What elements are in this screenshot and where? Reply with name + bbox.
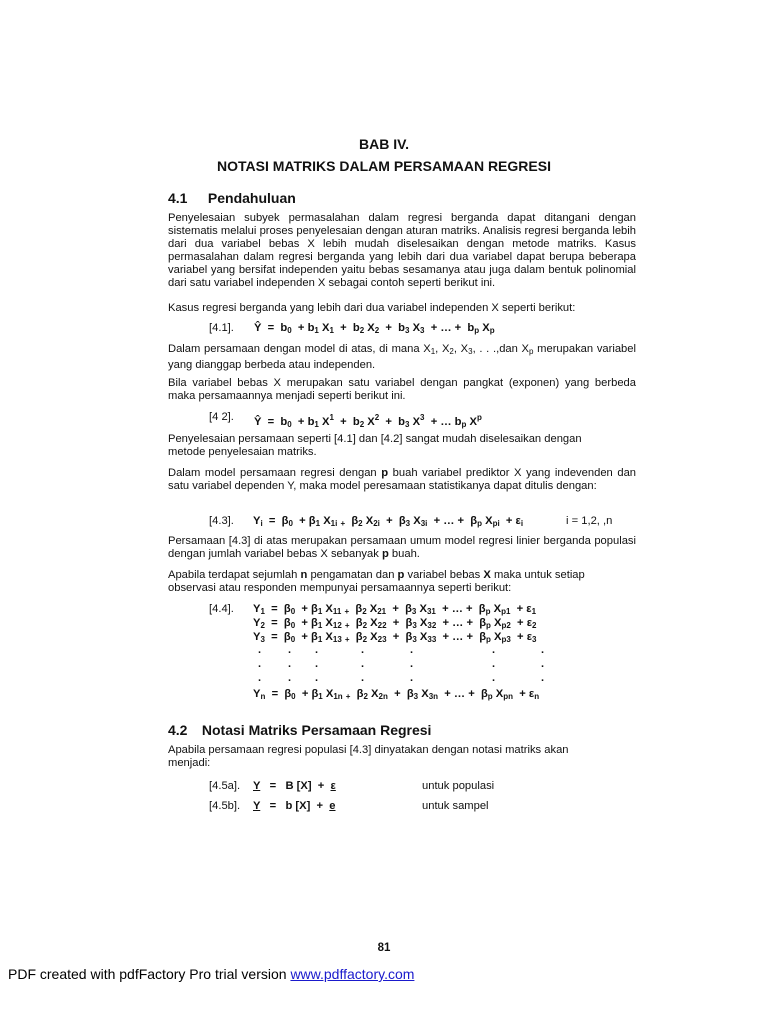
equation-label-4-3: [4.3]. [209,515,234,527]
section-number: 4.2 [168,722,188,738]
paragraph-general-text-a: Persamaan [4.3] di atas merupakan persamaan umum model regresi linier berganda populasi dengan jumlah variabel bebas X sebanyak [168,535,636,560]
paragraph-observations-text-d: maka untuk setiap observasi atau responden mempunyai persamaannya seperti berikut: [168,569,585,594]
equation-4-1: Ŷ = $b_0 + b_1$ $X_1 + b_2$ $X_2 + b_3$ $X_3$ + … + $b_p$ $X_p$ [254,322,495,335]
paragraph-model: Dalam persamaan dengan model di atas, di mana $X_1$, $X_2$, $X_3$, . . .,dan $X_p$ merupakan variabel yang dianggap berbeda atau independen. [168,343,636,371]
footer-text: PDF created with pdfFactory Pro trial version [8,966,291,982]
paragraph-general-text-b: buah. [391,547,420,560]
equation-4-3: $Y_i = \beta_0 + \beta_1$ $X_{1i}$ $_+$ $\beta_2$ $X_{2i} + \beta_3$ $X_{3i}$ + … + $\beta_p$ $X_{pi} + \varepsilon_i$ [253,515,524,528]
equation-4-5b: Y = b [X] + e [253,800,336,812]
footer-link[interactable]: www.pdffactory.com [290,966,415,982]
section-number: 4.1 [168,190,188,206]
paragraph-observations-text-b: pengamatan dan [310,569,395,581]
equation-4-5a: Y = B [X] + ε [253,780,336,792]
paragraph-exponent: Bila variabel bebas X merupakan satu variabel dengan pangkat (exponen) yang berbeda maka persamaannya menjadi seperti berikut ini. [168,377,636,402]
paragraph-case: Kasus regresi berganda yang lebih dari dua variabel independen X seperti berikut: [168,302,576,314]
document-page: BAB IV. NOTASI MATRIKS DALAM PERSAMAAN REGRESI 4.1 Pendahuluan Penyelesaian subyek permasalahan dalam regresi berganda dapat ditangani dengan sistematis melalui proses penyelesaian dengan aturan matriks. Analisis regresi berganda lebih dari dua variabel bebas X lebih mudah diselesaikan dengan metode matriks. Kasus permasalahan dalam regresi berganda yang lebih dari dua variabel dapat berupa beberapa variabel yang bersifat independen yaitu bebas sesamanya atau juga dalam bentuk polinomial dari satu variabel independen X sebagai contoh seperti berikut ini. Kasus regresi berganda yang lebih dari dua variabel independen X seperti berikut: [4.1]. Ŷ = $b_0 + b_1$ $X_1 + b_2$ $X_2 + b_3$ $X_3$ + … + $b_p$ $X_p$ Dalam persamaan dengan model di atas, di mana $X_1$, $X_2$, $X_3$, . . .,dan $X_p$ merupakan variabel yang dianggap berbeda atau independen. Bila variabel bebas X merupakan satu variabel dengan pangkat (exponen) yang berbeda maka persamaannya menjadi seperti berikut ini. [4 2]. Ŷ = $b_0 + b_1$ $X^1 + b_2$ $X^2 + b_3$ $X^3$ + … $b_p$ $X^p$ Penyelesaian persamaan seperti [4.1] dan [4.2] sangat mudah diselesaikan dengan metode penyelesaian matriks. Dalam model persamaan regresi dengan p buah variabel prediktor X yang indevenden dan satu variabel dependen Y, maka model peresamaan statistikanya dapat ditulis dengan: [4.3]. $Y_i = \beta_0 + \beta_1$ $X_{1i}$ $_+$ $\beta_2$ $X_{2i} + \beta_3$ $X_{3i}$ + … + $\beta_p$ $X_{pi} + \varepsilon_i$ i = 1,2, ,n Persamaan [4.3] di atas merupakan persamaan umum model regresi linier berganda populasi dengan jumlah variabel bebas X sebanyak p buah. Apabila terdapat sejumlah n pengamatan dan p variabel bebas X maka untuk setiap observasi atau responden mempunyai persamaannya seperti berikut: [4.4]. $Y_1 = \beta_0 + \beta_1$ $X_{11}$ $_+$ $\beta_2$ $X_{21} + \beta_3$ $X_{31}$ + … + $\beta_p$ $X_{p1} + \varepsilon_1$ $Y_2 = \beta_0 + \beta_1$ $X_{12}$ $_+$ $\beta_2$ $X_{22} + \beta_3$ $X_{32}$ + … + $\beta_p$ $X_{p2} + \varepsilon_2$ $Y_3 = \beta_0 + \beta_1$ $X_{13}$ $_+$ $\beta_2$ $X_{23} + \beta_3$ $X_{33}$ + … + $\beta_p$ $X_{p3} + \varepsilon_3$ . . . . . . . . . . . . . . . . . . . . . $Y_n = \beta_0 + \beta_1$ $X_{1n}$ $_+$ $\beta_2$ $X_{2n} + \beta_3$ $X_{3n}$ + … + $\beta_p$ $X_{pn} + \varepsilon_n$ 4.2 Notasi Matriks Persamaan Regresi Apabila persamaan regresi populasi [4.3] dinyatakan dengan notasi matriks akan menjadi: [4.5a]. Y = B [X] + ε untuk populasi [4.5b]. Y = b [X] + e untuk sampel 81 PDF created with pdfFactory Pro trial version www.pdffactory.com [0,0,768,1024]
chapter-label: BAB IV. [358,136,410,152]
equation-label-4-1: [4.1]. [209,322,234,334]
chapter-title: NOTASI MATRIKS DALAM PERSAMAAN REGRESI [217,158,551,174]
paragraph-observations-text-a: Apabila terdapat sejumlah [168,569,298,581]
paragraph-general: Persamaan [4.3] di atas merupakan persamaan umum model regresi linier berganda populasi dengan jumlah variabel bebas X sebanyak p buah. [168,535,636,560]
section-title: Pendahuluan [207,190,296,206]
equation-label-4-2: [4 2]. [209,411,234,423]
equation-4-4-row-n: $Y_n = \beta_0 + \beta_1$ $X_{1n}$ $_+$ $\beta_2$ $X_{2n} + \beta_3$ $X_{3n}$ + … + $\beta_p$ $X_{pn} + \varepsilon_n$ [253,688,540,701]
paragraph-matrix-notation: Apabila persamaan regresi populasi [4.3] dinyatakan dengan notasi matriks akan menjadi: [168,744,569,769]
paragraph-predictor-text-b: buah variabel prediktor X yang indevenden dan satu variabel dependen Y, maka model peresamaan statistikanya dapat ditulis dengan: [168,467,637,492]
paragraph-intro: Penyelesaian subyek permasalahan dalam regresi berganda dapat ditangani dengan sistematis melalui proses penyelesaian dengan aturan matriks. Analisis regresi berganda lebih dari dua variabel bebas X lebih mudah diselesaikan dengan metode matriks. Kasus permasalahan dalam regresi berganda yang lebih dari dua variabel dapat berupa beberapa variabel yang bersifat independen yaitu bebas sesamanya atau juga dalam bentuk polinomial dari satu variabel independen X sebagai contoh seperti berikut ini. [168,212,636,289]
equation-4-3-range: i = 1,2, ,n [566,515,613,527]
paragraph-observations: Apabila terdapat sejumlah n pengamatan dan p variabel bebas X maka untuk setiap observasi atau responden mempunyai persamaannya seperti berikut: [168,569,585,594]
section-heading-4-2 [168,722,431,738]
paragraph-predictor-text-a: Dalam model persamaan regresi dengan [168,467,377,479]
section-heading-4-1 [168,190,296,206]
equation-label-4-5b: [4.5b]. [209,800,241,812]
equation-4-4-row-2: $Y_2 = \beta_0 + \beta_1$ $X_{12}$ $_+$ $\beta_2$ $X_{22} + \beta_3$ $X_{32}$ + … + $\beta_p$ $X_{p2} + \varepsilon_2$ [253,617,537,630]
pdf-footer [8,966,414,982]
equation-label-4-4: [4.4]. [209,603,234,615]
paragraph-observations-text-c: variabel bebas [407,569,481,581]
paragraph-predictor: Dalam model persamaan regresi dengan p buah variabel prediktor X yang indevenden dan satu variabel dependen Y, maka model peresamaan statistikanya dapat ditulis dengan: [168,467,637,492]
section-title: Notasi Matriks Persamaan Regresi [201,722,432,738]
equation-4-5a-note: untuk populasi [422,780,495,792]
equation-4-4-row-1: $Y_1 = \beta_0 + \beta_1$ $X_{11}$ $_+$ $\beta_2$ $X_{21} + \beta_3$ $X_{31}$ + … + $\beta_p$ $X_{p1} + \varepsilon_1$ [253,603,537,616]
paragraph-solution: Penyelesaian persamaan seperti [4.1] dan [4.2] sangat mudah diselesaikan dengan metode penyelesaian matriks. [168,433,582,458]
page-number: 81 [377,942,391,954]
equation-4-4-row-3: $Y_3 = \beta_0 + \beta_1$ $X_{13}$ $_+$ $\beta_2$ $X_{23} + \beta_3$ $X_{33}$ + … + $\beta_p$ $X_{p3} + \varepsilon_3$ [253,631,537,644]
paragraph-model-text-a: Dalam persamaan dengan model di atas, di mana X [168,343,431,355]
equation-4-2: Ŷ = $b_0 + b_1$ $X^1 + b_2$ $X^2 + b_3$ $X^3$ + … $b_p$ $X^p$ [254,413,482,429]
equation-label-4-5a: [4.5a]. [209,780,241,792]
equation-4-5b-note: untuk sampel [422,800,489,812]
paragraph-model-text-b: variabel yang dianggap berbeda atau independen. [168,343,636,371]
